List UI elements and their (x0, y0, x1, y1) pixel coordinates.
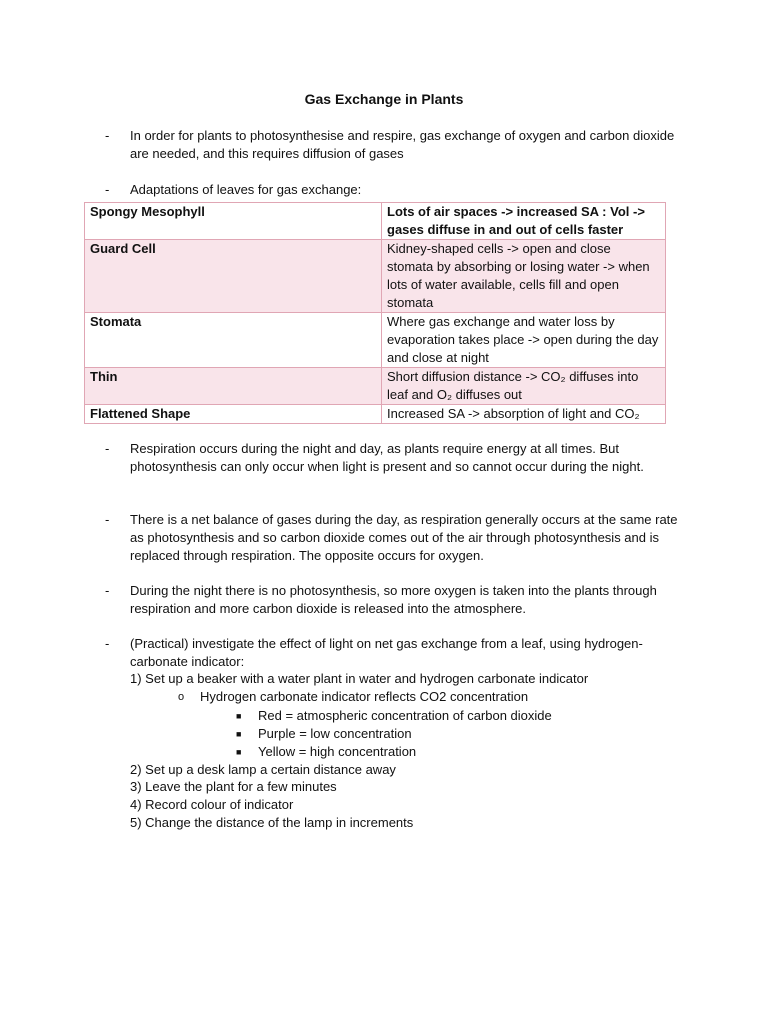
table-row (85, 240, 666, 313)
step-3: 3) Leave the plant for a few minutes (130, 779, 337, 794)
table-row (85, 405, 666, 424)
net-balance-text: There is a net balance of gases during the day, as respiration generally occurs at the same rate as photosynthesis and so carbon dioxide comes out of the air through photosynthesis and is replaced through respiration. The opposite occurs for oxygen. (130, 512, 678, 563)
square-bullet-icon: ■ (236, 729, 242, 739)
step-2: 2) Set up a desk lamp a certain distance away (130, 762, 396, 777)
step-1-subitem-text: Hydrogen carbonate indicator reflects CO2 concentration (200, 689, 529, 704)
step-4: 4) Record colour of indicator (130, 797, 294, 812)
square-bullet-icon: ■ (236, 711, 242, 721)
bullet-net-balance (105, 511, 678, 565)
adaptations-heading: Adaptations of leaves for gas exchange: (130, 182, 362, 197)
page-title: Gas Exchange in Plants (304, 91, 464, 107)
bullet-night (105, 582, 678, 618)
description-cell: Increased SA -> absorption of light and CO₂ (382, 405, 666, 424)
bullet-dash: - (105, 583, 110, 598)
respiration-text: Respiration occurs during the night and day, as plants require energy at all times. But photosynthesis can only occur when light is present and so cannot occur during the night. (130, 441, 644, 474)
bullet-dash: - (105, 128, 110, 143)
bullet-dash: - (105, 636, 110, 651)
bullet-dash: - (105, 512, 110, 527)
bullet-intro (105, 127, 678, 163)
step-1: 1) Set up a beaker with a water plant in water and hydrogen carbonate indicator (130, 671, 589, 686)
description-cell: Short diffusion distance -> CO₂ diffuses into leaf and O₂ diffuses out (382, 368, 666, 405)
table-row (85, 313, 666, 368)
intro-text: In order for plants to photosynthesise and respire, gas exchange of oxygen and carbon dioxide are needed, and this requires diffusion of gases (130, 128, 675, 161)
bullet-dash: - (105, 182, 110, 197)
colour-item-purple (236, 725, 412, 743)
square-bullet-icon: ■ (236, 747, 242, 757)
colour-item-text: Yellow = high concentration (258, 744, 417, 759)
feature-cell: Stomata (85, 313, 382, 368)
table-row (85, 368, 666, 405)
colour-item-text: Purple = low concentration (258, 726, 412, 741)
colour-item-red (236, 707, 552, 725)
description-cell: Lots of air spaces -> increased SA : Vol -> gases diffuse in and out of cells faster (382, 203, 666, 240)
step-5: 5) Change the distance of the lamp in increments (130, 815, 414, 830)
bullet-respiration (105, 440, 678, 476)
feature-cell: Spongy Mesophyll (85, 203, 382, 240)
table-row (85, 203, 666, 240)
description-cell: Where gas exchange and water loss by evaporation takes place -> open during the day and close at night (382, 313, 666, 368)
bullet-dash: - (105, 441, 110, 456)
adaptations-table (84, 202, 666, 424)
circle-bullet-icon: o (178, 691, 185, 703)
step-1-subitem (178, 688, 528, 706)
colour-item-yellow (236, 743, 416, 761)
bullet-adaptations (105, 181, 678, 199)
colour-item-text: Red = atmospheric concentration of carbon dioxide (258, 708, 552, 723)
feature-cell: Thin (85, 368, 382, 405)
feature-cell: Flattened Shape (85, 405, 382, 424)
practical-text: (Practical) investigate the effect of light on net gas exchange from a leaf, using hydrogen-carbonate indicator: (130, 636, 643, 669)
night-text: During the night there is no photosynthesis, so more oxygen is taken into the plants through respiration and more carbon dioxide is released into the atmosphere. (130, 583, 657, 616)
bullet-practical (105, 635, 678, 671)
feature-cell: Guard Cell (85, 240, 382, 313)
description-cell: Kidney-shaped cells -> open and close stomata by absorbing or losing water -> when lots of water available, cells fill and open stomata (382, 240, 666, 313)
